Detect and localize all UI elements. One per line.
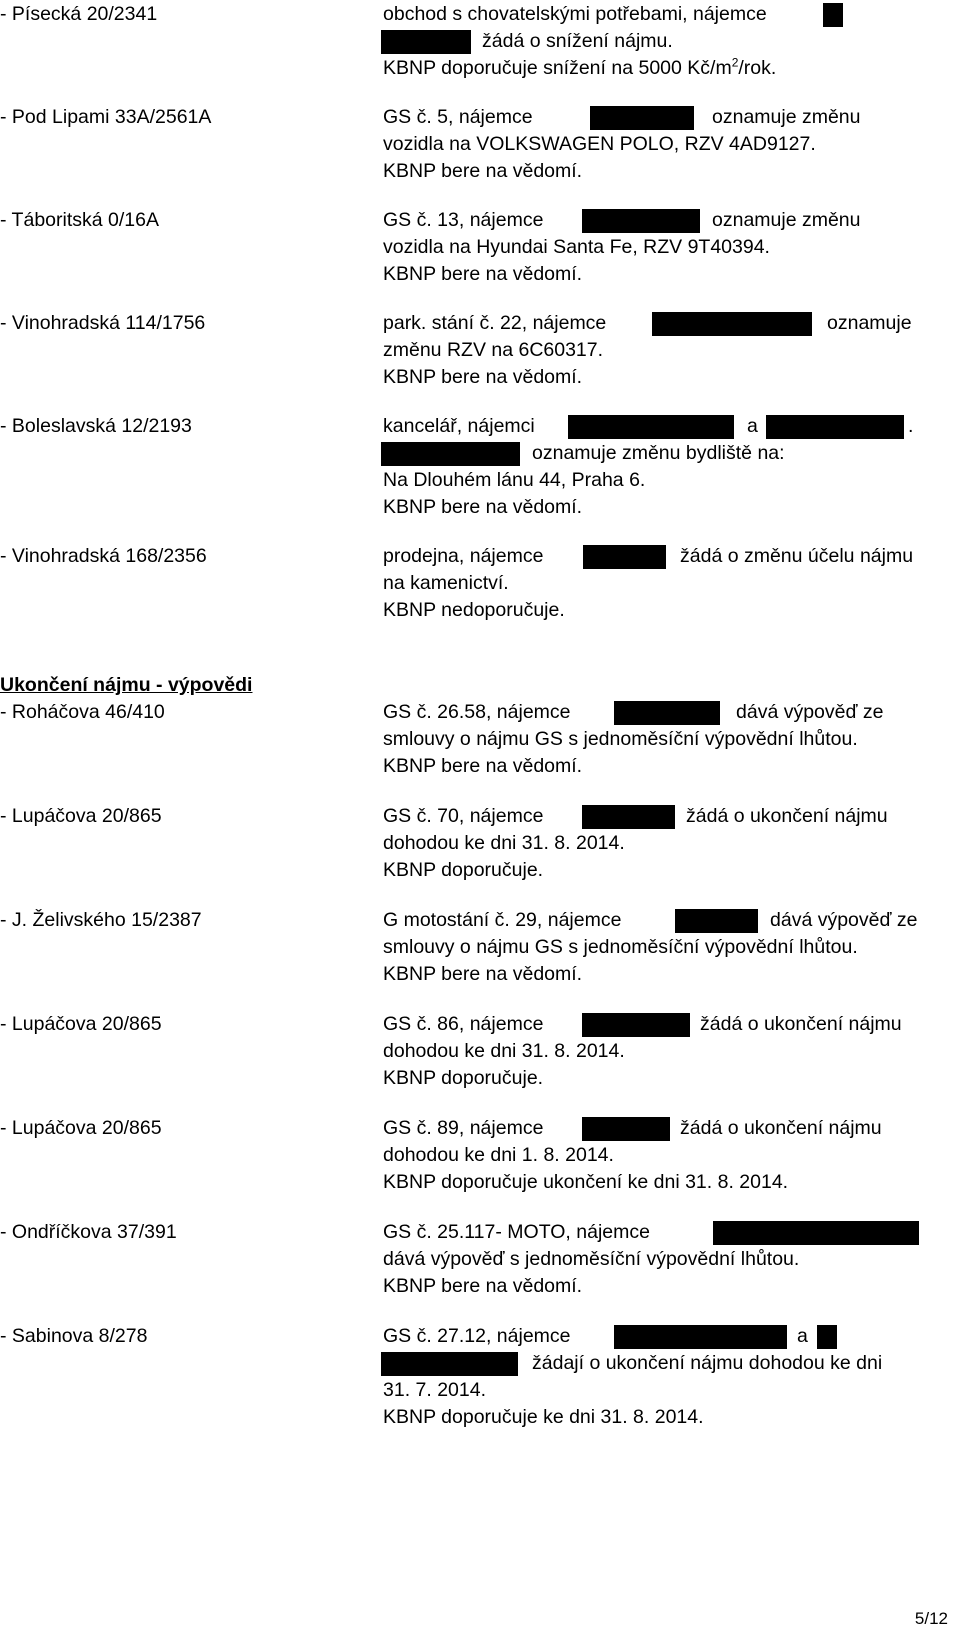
section-heading: Ukončení nájmu - výpovědi (0, 674, 253, 696)
redaction (582, 1013, 690, 1037)
entry-text: na kamenictví. (383, 572, 509, 594)
entry-address: - Sabinova 8/278 (0, 1325, 148, 1347)
entry-text: vozidla na Hyundai Santa Fe, RZV 9T40394. (383, 236, 770, 258)
entry-text: dohodou ke dni 1. 8. 2014. (383, 1144, 614, 1166)
redaction (381, 30, 471, 54)
entry-address: - Lupáčova 20/865 (0, 805, 162, 827)
page-number: 5/12 (914, 1609, 948, 1628)
entry-text: smlouvy o nájmu GS s jednoměsíční výpovědní lhůtou. (383, 936, 858, 958)
entry-address: - Roháčova 46/410 (0, 701, 165, 723)
entry-text: dává výpověď ze (736, 701, 884, 723)
entry-text: GS č. 26.58, nájemce (383, 701, 571, 723)
entry-text: žádá o ukončení nájmu (700, 1013, 902, 1035)
entry-text: GS č. 70, nájemce (383, 805, 544, 827)
entry-text: žádá o ukončení nájmu (680, 1117, 882, 1139)
redaction (614, 1325, 787, 1349)
entry-address: - Táboritská 0/16A (0, 209, 159, 231)
entry-text: prodejna, nájemce (383, 545, 544, 567)
entry-address: - J. Želivského 15/2387 (0, 909, 202, 931)
entry-text: GS č. 13, nájemce (383, 209, 544, 231)
redaction (568, 415, 734, 439)
entry-address: - Boleslavská 12/2193 (0, 415, 192, 437)
entry-address: - Vinohradská 114/1756 (0, 312, 206, 334)
entry-text: a (797, 1325, 808, 1347)
entry-text: park. stání č. 22, nájemce (383, 312, 607, 334)
entry-text: GS č. 25.117- MOTO, nájemce (383, 1221, 650, 1243)
entry-text: žádají o ukončení nájmu dohodou ke dni (532, 1352, 883, 1374)
redaction (652, 312, 812, 336)
redaction (583, 545, 666, 569)
entry-text: a (747, 415, 758, 437)
entry-text: G motostání č. 29, nájemce (383, 909, 622, 931)
kbnp-statement: KBNP bere na vědomí. (383, 496, 583, 518)
entry-address: - Pod Lipami 33A/2561A (0, 106, 212, 128)
redaction (614, 701, 720, 725)
entry-text: dává výpověď s jednoměsíční výpovědní lhůtou. (383, 1248, 800, 1270)
kbnp-statement: KBNP doporučuje snížení na 5000 $Kč/m^2$/rok. (383, 55, 777, 79)
kbnp-statement: KBNP doporučuje. (383, 1067, 544, 1089)
entry-text: obchod s chovatelskými potřebami, nájemce (383, 3, 767, 25)
kbnp-statement: KBNP bere na vědomí. (383, 160, 583, 182)
entry-text: změnu RZV na 6C60317. (383, 339, 604, 361)
entry-text: kancelář, nájemci (383, 415, 535, 437)
redaction (381, 1352, 518, 1376)
entry-address: - Písecká 20/2341 (0, 3, 158, 25)
entry-text: oznamuje změnu (712, 106, 861, 128)
entry-text: dohodou ke dni 31. 8. 2014. (383, 832, 625, 854)
entry-text: Na Dlouhém lánu 44, Praha 6. (383, 469, 646, 491)
entry-text: GS č. 86, nájemce (383, 1013, 544, 1035)
redaction (713, 1221, 919, 1245)
kbnp-statement: KBNP doporučuje. (383, 859, 544, 881)
entry-address: - Vinohradská 168/2356 (0, 545, 207, 567)
redaction (823, 3, 843, 27)
redaction (381, 442, 520, 466)
redaction (582, 1117, 670, 1141)
entry-text: GS č. 89, nájemce (383, 1117, 544, 1139)
entry-text: oznamuje (827, 312, 912, 334)
entry-text: dohodou ke dni 31. 8. 2014. (383, 1040, 625, 1062)
kbnp-statement: KBNP nedoporučuje. (383, 599, 565, 621)
redaction (675, 909, 758, 933)
entry-text: oznamuje změnu (712, 209, 861, 231)
redaction (582, 805, 675, 829)
entry-address: - Lupáčova 20/865 (0, 1117, 162, 1139)
entry-text: smlouvy o nájmu GS s jednoměsíční výpovědní lhůtou. (383, 728, 858, 750)
kbnp-statement: KBNP bere na vědomí. (383, 263, 583, 285)
entry-text: oznamuje změnu bydliště na: (532, 442, 785, 464)
kbnp-statement: KBNP bere na vědomí. (383, 963, 583, 985)
entry-text: GS č. 5, nájemce (383, 106, 533, 128)
entry-text: žádá o změnu účelu nájmu (680, 545, 914, 567)
entry-address: - Ondříčkova 37/391 (0, 1221, 177, 1243)
entry-text: žádá o snížení nájmu. (482, 30, 673, 52)
redaction (766, 415, 904, 439)
entry-text: . (908, 415, 914, 437)
entry-text: 31. 7. 2014. (383, 1379, 487, 1401)
kbnp-statement: KBNP bere na vědomí. (383, 755, 583, 777)
kbnp-statement: KBNP doporučuje ukončení ke dni 31. 8. 2014. (383, 1171, 789, 1193)
redaction (582, 209, 700, 233)
kbnp-statement: KBNP doporučuje ke dni 31. 8. 2014. (383, 1406, 704, 1428)
entry-address: - Lupáčova 20/865 (0, 1013, 162, 1035)
entry-text: dává výpověď ze (770, 909, 918, 931)
entry-text: GS č. 27.12, nájemce (383, 1325, 571, 1347)
entry-text: žádá o ukončení nájmu (686, 805, 888, 827)
redaction (817, 1325, 837, 1349)
redaction (590, 106, 694, 130)
kbnp-statement: KBNP bere na vědomí. (383, 366, 583, 388)
kbnp-statement: KBNP bere na vědomí. (383, 1275, 583, 1297)
entry-text: vozidla na VOLKSWAGEN POLO, RZV 4AD9127. (383, 133, 816, 155)
